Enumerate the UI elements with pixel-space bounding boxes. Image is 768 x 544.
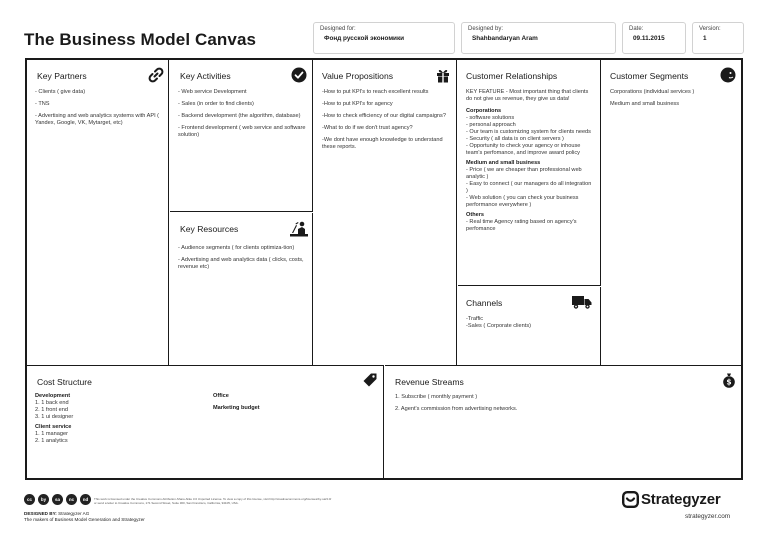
designed-for-value: Фонд русской экономики: [324, 35, 405, 42]
list-item: - Price ( we are cheaper than professional web analytic ): [466, 167, 582, 180]
strategyzer-logo[interactable]: [622, 491, 721, 508]
cost-item-marketing: Marketing budget: [213, 405, 260, 411]
key-activity-item: - Sales (in order to find clients): [178, 101, 254, 107]
value-proposition-item: -How to put KPI's to reach excellent results: [322, 89, 429, 95]
worker-icon: [289, 219, 309, 237]
channel-item: -Traffic: [466, 316, 484, 322]
key-resources-title: Key Resources: [180, 224, 239, 234]
cost-structure-block[interactable]: [27, 365, 384, 478]
customer-segment-item: Medium and small business: [610, 101, 680, 107]
value-propositions-block[interactable]: [314, 60, 457, 365]
date-label: Date:: [629, 26, 644, 32]
money-bag-icon: [721, 372, 737, 388]
designed-by-label: DESIGNED BY:: [24, 511, 57, 516]
list-item: - Real time Agency rating based on agency's perfomance: [466, 219, 577, 232]
cost-item-office: Office: [213, 393, 229, 399]
gift-icon: [435, 67, 451, 83]
list-item: - Easy to connect ( our managers do all integration ): [466, 181, 592, 194]
cost-structure-title: Cost Structure: [37, 377, 92, 387]
list-item: - personal approach: [466, 122, 516, 128]
cost-item: 1. 1 manager: [35, 431, 68, 437]
cc-icon: cc: [24, 494, 35, 505]
version-label: Version:: [699, 26, 721, 32]
designed-by-value: Strategyzer AG: [58, 511, 90, 516]
key-resource-item: - Advertising and web analytics data ( clicks, costs, revenue etc): [178, 257, 304, 270]
list-item: - Opportunity to check your agency or inhouse team's perfomance, and improve award policy: [466, 143, 581, 156]
channel-item: -Sales ( Corporate clients): [466, 323, 531, 329]
value-proposition-item: -What to do if we don't trust agency?: [322, 125, 413, 131]
version-field[interactable]: [692, 22, 744, 54]
key-partners-title: Key Partners: [37, 71, 87, 81]
customer-relationships-block[interactable]: [458, 60, 601, 286]
key-activities-title: Key Activities: [180, 71, 231, 81]
key-partner-item: - TNS: [35, 101, 50, 107]
list-item: - Security ( all data is on client servers ): [466, 136, 564, 142]
designed-by-label: Designed by:: [468, 26, 504, 32]
value-proposition-item: -How to put KPI's for agency: [322, 101, 393, 107]
value-propositions-title: Value Propositions: [322, 71, 394, 81]
revenue-streams-title: Revenue Streams: [395, 377, 464, 387]
customer-segments-block[interactable]: [602, 60, 743, 365]
brand-name: Strategyzer: [641, 491, 721, 508]
key-partner-item: - Advertising and web analytics systems with API ( Yandex, Google, VK, Mytarget, etc): [35, 113, 160, 126]
channels-title: Channels: [466, 298, 503, 308]
designed-for-field[interactable]: [313, 22, 455, 54]
value-proposition-item: -We dont have enough knowledge to understand these reports.: [322, 137, 443, 150]
list-item: - Our team is customizing system for clients needs: [466, 129, 591, 135]
face-icon: [720, 67, 736, 83]
section-heading: Corporations: [466, 108, 502, 114]
version-value: 1: [703, 35, 707, 42]
strategyzer-mark-icon: [622, 491, 639, 508]
key-activity-item: - Frontend development ( web service and software solution): [178, 125, 306, 138]
designed-by-field[interactable]: [461, 22, 616, 54]
makers-line: The makers of Business Model Generation and Strategyzer: [24, 517, 145, 522]
key-activity-item: - Backend development (the algorithm, database): [178, 113, 301, 119]
checkmark-icon: [291, 67, 307, 83]
key-partner-item: - Clients ( give data): [35, 89, 86, 95]
key-resources-block[interactable]: [170, 213, 313, 365]
list-item: - Web solution ( you can check your business performance everywhere ): [466, 195, 579, 208]
cc-license-badges: [24, 494, 91, 505]
key-resource-item: - Audience segments ( for clients optimiza-tion): [178, 245, 295, 251]
business-model-canvas: [25, 58, 743, 480]
truck-icon: [572, 295, 592, 309]
channels-block[interactable]: [458, 287, 601, 365]
list-item: - software solutions: [466, 115, 515, 121]
key-activity-item: - Web service Development: [178, 89, 247, 95]
cost-item: 2. 1 front end: [35, 407, 68, 413]
customer-segment-item: Corporations (individual services ): [610, 89, 695, 95]
cost-item: 2. 1 analytics: [35, 438, 68, 444]
section-heading: Others: [466, 212, 485, 218]
customer-segments-title: Customer Segments: [610, 71, 689, 81]
date-value: 09.11.2015: [633, 35, 665, 42]
cc-nc-icon: nc: [66, 494, 77, 505]
customer-relationships-intro: KEY FEATURE - Most important thing that clients do not give us revenue, they give us data!: [466, 89, 589, 102]
key-activities-block[interactable]: [170, 60, 313, 212]
cost-item: 1. 1 back end: [35, 400, 69, 406]
date-field[interactable]: [622, 22, 686, 54]
page-title: The Business Model Canvas: [24, 30, 257, 49]
customer-relationships-title: Customer Relationships: [466, 71, 558, 81]
price-tag-icon: [362, 372, 378, 388]
cost-heading: Development: [35, 393, 71, 399]
cc-nd-icon: nd: [80, 494, 91, 505]
license-text: This work is licensed under the Creative Commons Attribution-Share Alike 3.0 Unported License. To view a copy of this license, visit http://creativecommons.org/licenses/by-sa/3.0/ or send a letter to Creative Commons, 171 Second Street, Suite 300, San Francisco, California, 94105, USA.: [94, 497, 332, 505]
revenue-item: 2. Agent's commission from advertising networks.: [395, 406, 518, 412]
cc-by-icon: by: [38, 494, 49, 505]
designed-by-value: Shahbandaryan Aram: [472, 35, 538, 42]
cost-item: 3. 1 ui designer: [35, 414, 74, 420]
designed-for-label: Designed for:: [320, 26, 356, 32]
cost-heading: Client service: [35, 424, 72, 430]
link-icon: [148, 67, 164, 83]
designed-by-credit: [24, 511, 145, 523]
revenue-item: 1. Subscribe ( monthly payment ): [395, 394, 478, 400]
svg-text:$: $: [726, 377, 732, 387]
brand-url-link[interactable]: strategyzer.com: [685, 513, 731, 520]
key-partners-block[interactable]: [27, 60, 169, 365]
cc-sa-icon: sa: [52, 494, 63, 505]
revenue-streams-block[interactable]: [385, 365, 743, 478]
value-proposition-item: -How to check efficiency of our digital campaigns?: [322, 113, 446, 119]
section-heading: Medium and small business: [466, 160, 541, 166]
